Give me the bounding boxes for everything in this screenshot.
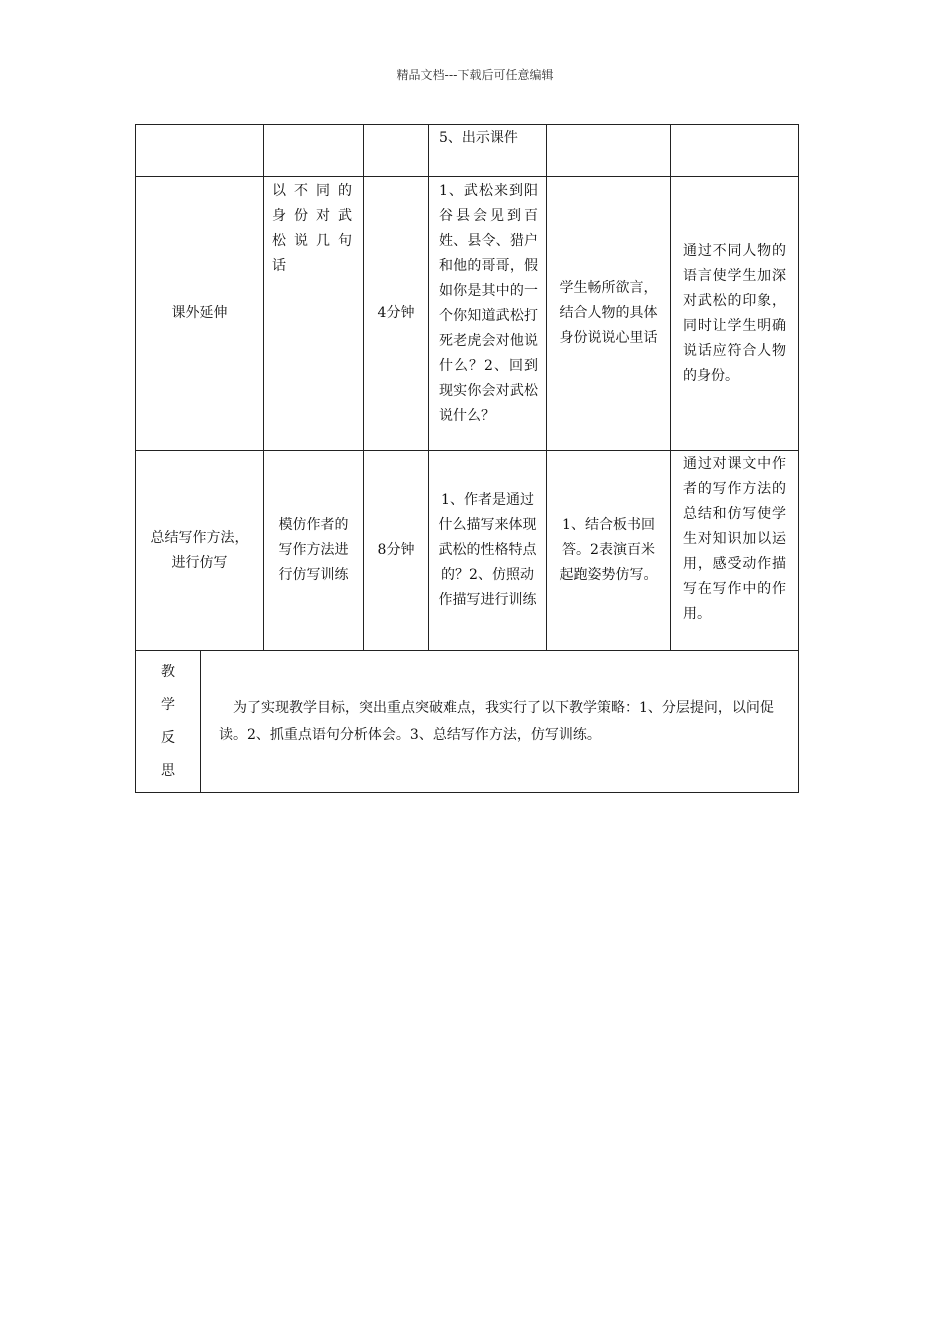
activity-cell (264, 125, 364, 177)
teacher-activity-cell: 1、作者是通过什么描写来体现武松的性格特点的？2、仿照动作描写进行训练 (429, 451, 547, 651)
time-cell: 8分钟 (364, 451, 429, 651)
table-row (136, 651, 799, 793)
table-row (136, 451, 799, 651)
table-row (136, 125, 799, 177)
design-intent-cell: 通过不同人物的语言使学生加深对武松的印象，同时让学生明确说话应符合人物的身份。 (671, 177, 799, 451)
time-cell: 4分钟 (364, 177, 429, 451)
stage-cell (136, 125, 264, 177)
student-activity-cell: 1、结合板书回答。2表演百米起跑姿势仿写。 (547, 451, 671, 651)
page-header: 精品文档---下载后可任意编辑 (396, 68, 554, 82)
stage-cell: 课外延伸 (136, 177, 264, 451)
stage-cell: 总结写作方法，进行仿写 (136, 451, 264, 651)
reflection-text-cell: 为了实现教学目标，突出重点突破难点，我实行了以下教学策略：1、分层提问，以问促读。2、抓重点语句分析体会。3、总结写作方法，仿写训练。 (201, 651, 799, 793)
activity-cell: 模仿作者的写作方法进行仿写训练 (264, 451, 364, 651)
design-intent-cell: 通过对课文中作者的写作方法的总结和仿写使学生对知识加以运用，感受动作描写在写作中的作用。 (671, 451, 799, 651)
reflection-title-char: 反 (161, 729, 175, 746)
design-intent-cell (671, 125, 799, 177)
time-cell (364, 125, 429, 177)
reflection-title-char: 思 (161, 762, 175, 779)
teacher-activity-cell: 5、出示课件 (429, 125, 547, 177)
teacher-activity-cell: 1、武松来到阳谷县会见到百姓、县令、猎户和他的哥哥，假如你是其中的一个你知道武松打死老虎会对他说什么？2、回到现实你会对武松说什么？ (429, 177, 547, 451)
activity-cell: 以不同的身份对武松说几句话 (264, 177, 364, 451)
reflection-title-char: 学 (161, 696, 175, 713)
reflection-title-char: 教 (161, 663, 175, 680)
student-activity-cell (547, 125, 671, 177)
lesson-plan-table (135, 124, 799, 793)
table-row (136, 177, 799, 451)
student-activity-cell: 学生畅所欲言，结合人物的具体身份说说心里话 (547, 177, 671, 451)
reflection-title-cell (136, 651, 201, 793)
